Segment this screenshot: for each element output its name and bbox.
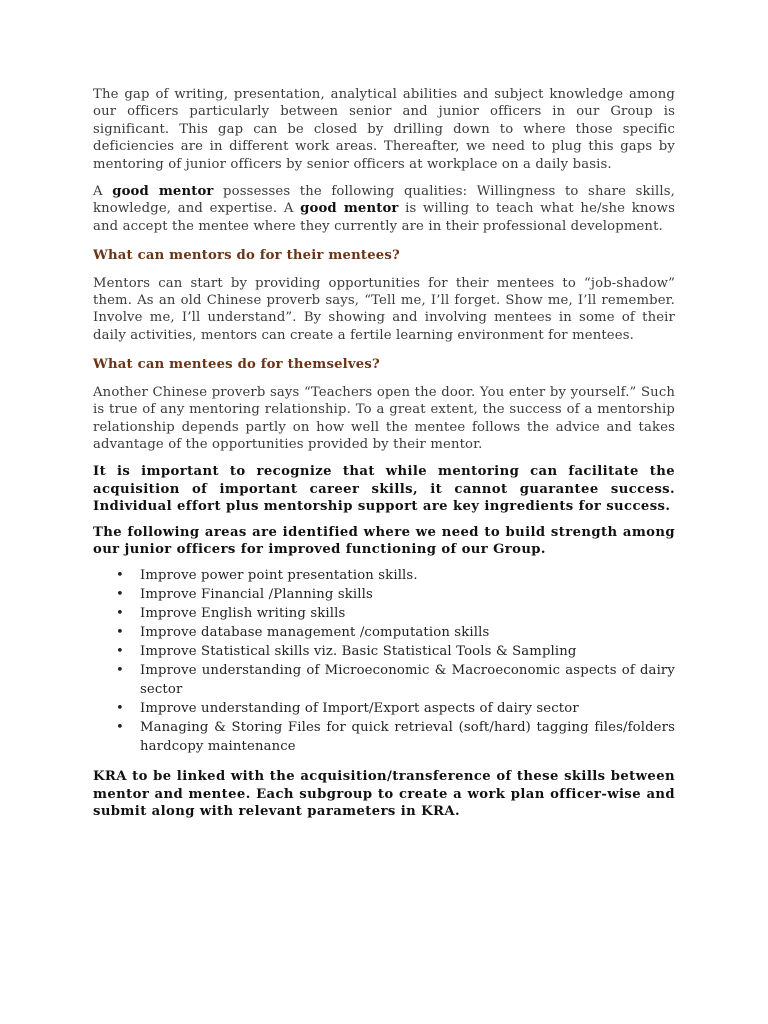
areas-list	[93, 566, 675, 756]
kra-paragraph: KRA to be linked with the acquisition/transference of these skills between mentor and mentee. Each subgroup to create a work plan officer-wise and submit along with relevant parameters in KRA.	[93, 769, 675, 820]
good-mentor-paragraph	[93, 183, 675, 235]
list-item: • Improve power point presentation skills.	[140, 566, 675, 585]
document-body	[93, 86, 675, 829]
list-item: • Improve Statistical skills viz. Basic Statistical Tools & Sampling	[140, 642, 675, 661]
intro-paragraph: The gap of writing, presentation, analytical abilities and subject knowledge among our officers particularly between senior and junior officers in our Group is significant. This gap can be closed by drilling down to where those specific deficiencies are in different work areas. Thereafter, we need to plug this gaps by mentoring of junior officers by senior officers at workplace on a daily basis.	[93, 87, 675, 172]
list-item: • Managing & Storing Files for quick retrieval (soft/hard) tagging files/folders hardcopy maintenance	[140, 718, 675, 756]
bold-term: good mentor	[300, 201, 399, 217]
important-paragraph: It is important to recognize that while mentoring can facilitate the acquisition of important career skills, it cannot guarantee success. Individual effort plus mentorship support are key ingredients for success.	[93, 464, 675, 515]
areas-intro-paragraph: The following areas are identified where we need to build strength among our junior officers for improved functioning of our Group.	[93, 524, 675, 557]
mentees-paragraph: Another Chinese proverb says “Teachers open the door. You enter by yourself.” Such is true of any mentoring relationship. To a great extent, the success of a mentorship relationship depends partly on how well the mentee follows the advice and takes advantage of the opportunities provided by their mentor.	[93, 384, 675, 452]
bold-term: good mentor	[112, 184, 214, 200]
list-item: • Improve understanding of Import/Export aspects of dairy sector	[140, 699, 675, 718]
heading-mentors: What can mentors do for their mentees?	[93, 248, 400, 264]
list-item: • Improve understanding of Microeconomic & Macroeconomic aspects of dairy sector	[140, 661, 675, 699]
text-run: possesses the following qualities: Willingness to share skills, knowledge, and expertise. A	[93, 184, 676, 217]
text-run: A	[93, 184, 113, 200]
list-item: • Improve Financial /Planning skills	[140, 585, 675, 604]
list-item: • Improve database management /computation skills	[140, 623, 675, 642]
text-run: is willing to teach what he/she knows and accept the mentee where they currently are in their professional development.	[93, 201, 675, 234]
heading-mentees: What can mentees do for themselves?	[93, 357, 380, 373]
list-item: • Improve English writing skills	[140, 604, 675, 623]
mentors-paragraph: Mentors can start by providing opportunities for their mentees to “job-shadow” them. As an old Chinese proverb says, “Tell me, I’ll forget. Show me, I’ll remember. Involve me, I’ll understand”. By showing and involving mentees in some of their daily activities, mentors can create a fertile learning environment for mentees.	[93, 275, 675, 343]
